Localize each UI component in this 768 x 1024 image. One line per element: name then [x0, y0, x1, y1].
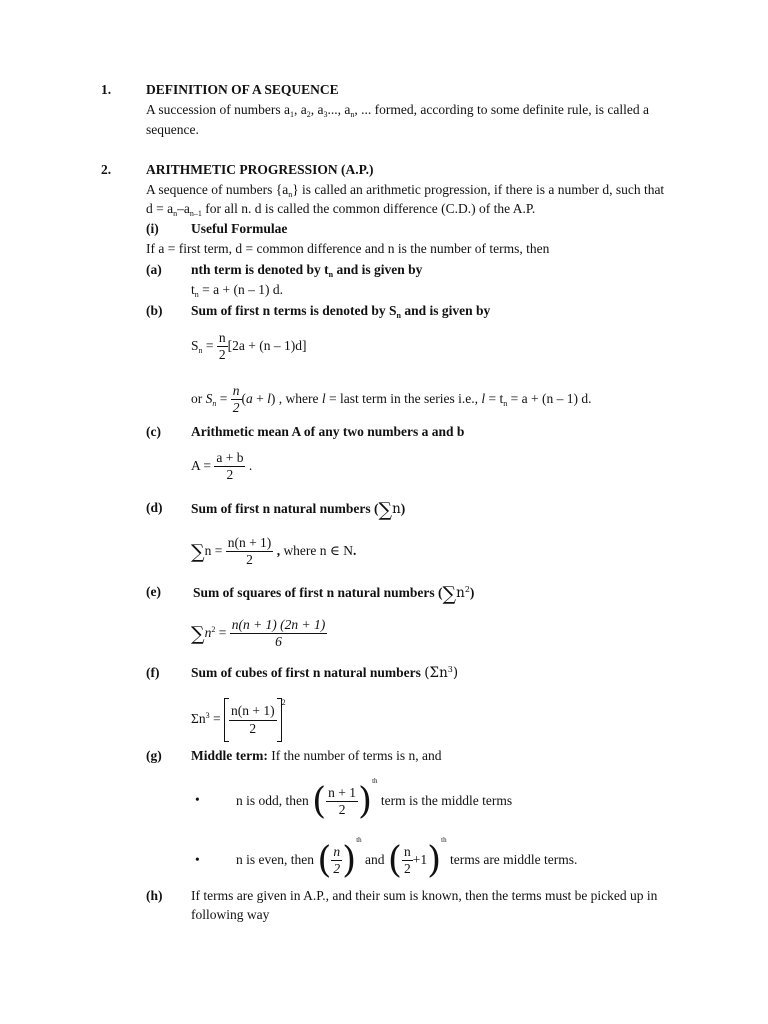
item-e-formula: $\sum n^2$ = $\frac{n(n + 1) (2n + 1)}{6}$	[191, 617, 326, 650]
item-d-title: Sum of first n natural numbers (∑n)	[191, 499, 406, 521]
bullet-2-text: n is even, then ( $\frac{n}{2}$ )$^{th}$ and ( $\frac{n}{2}$ +1)$^{th}$ terms are middle terms.	[236, 836, 578, 881]
item-i-label: (i)	[146, 221, 159, 236]
bullet-1-text: n is odd, then ( $\frac{n + 1}{2}$ )$^{th}$ term is the middle terms	[236, 777, 513, 822]
item-c-formula: A = $\frac{a + b}{2}$ .	[191, 450, 253, 483]
item-g-text: Middle term: If the number of terms is n, and	[191, 748, 442, 763]
item-f-title: Sum of cubes of first n natural numbers $(\Sigma n^3)$	[191, 665, 459, 681]
item-g-label: (g)	[146, 748, 162, 763]
item-b-formula-2: or $S_n$ = $\frac{n}{2}$ (a + l) , where l = last term in the series i.e., $l = t_n = a + (n - 1)$ d.	[191, 383, 592, 416]
item-h-label: (h)	[146, 888, 163, 903]
item-e-label: (e)	[146, 584, 161, 599]
section-1-title: DEFINITION OF A SEQUENCE	[146, 82, 339, 97]
item-f-formula: $\Sigma n^3$ = $\frac{n(n + 1)}{2}$ $^2$	[191, 698, 286, 742]
item-a-formula: $t_n = a + (n - 1)$ d.	[191, 282, 283, 299]
item-b-formula-1: $S_n$ = $\frac{n}{2}$ [2a + (n – 1)d]	[191, 330, 307, 363]
item-b-title: Sum of first n terms is denoted by $S_n$ and is given by	[191, 303, 491, 320]
bullet-2-dot: •	[195, 852, 200, 867]
formulae-intro: If a = first term, d = common difference and n is the number of terms, then	[146, 241, 550, 256]
section-2-line1: A sequence of numbers $\{a_n\}$ is called an arithmetic progression, if there is a number d, such that	[146, 182, 665, 199]
section-2-line2: $d = a_n-a_{n-1}$ for all n. d is called the common difference (C.D.) of the A.P.	[146, 201, 536, 218]
item-a-label: (a)	[146, 262, 162, 277]
item-f-label: (f)	[146, 665, 160, 680]
item-i-title: Useful Formulae	[191, 221, 288, 236]
section-2-number: 2.	[101, 162, 112, 177]
item-a-title: nth term is denoted by $t_n$ and is given by	[191, 262, 423, 279]
section-1-line2: sequence.	[146, 122, 199, 137]
item-e-title: Sum of squares of first n natural numbers $(\sum n^2)$	[193, 583, 475, 605]
item-h-line2: following way	[191, 907, 270, 922]
bullet-1-dot: •	[195, 792, 200, 807]
item-h-line1: If terms are given in A.P., and their sum is known, then the terms must be picked up in	[191, 888, 658, 903]
item-c-title: Arithmetic mean A of any two numbers a and b	[191, 424, 465, 439]
section-1-number: 1.	[101, 82, 112, 97]
item-d-formula: ∑n = $\frac{n(n + 1)}{2}$ , where n ∈ N.	[191, 535, 357, 568]
item-c-label: (c)	[146, 424, 161, 439]
section-2-title: ARITHMETIC PROGRESSION (A.P.)	[146, 162, 374, 177]
item-b-label: (b)	[146, 303, 163, 318]
section-1-line1: A succession of numbers $a_1$, $a_2$, $a_3$..., $a_n$, ... formed, according to some definite rule, is called a	[146, 102, 650, 119]
item-d-label: (d)	[146, 500, 163, 515]
